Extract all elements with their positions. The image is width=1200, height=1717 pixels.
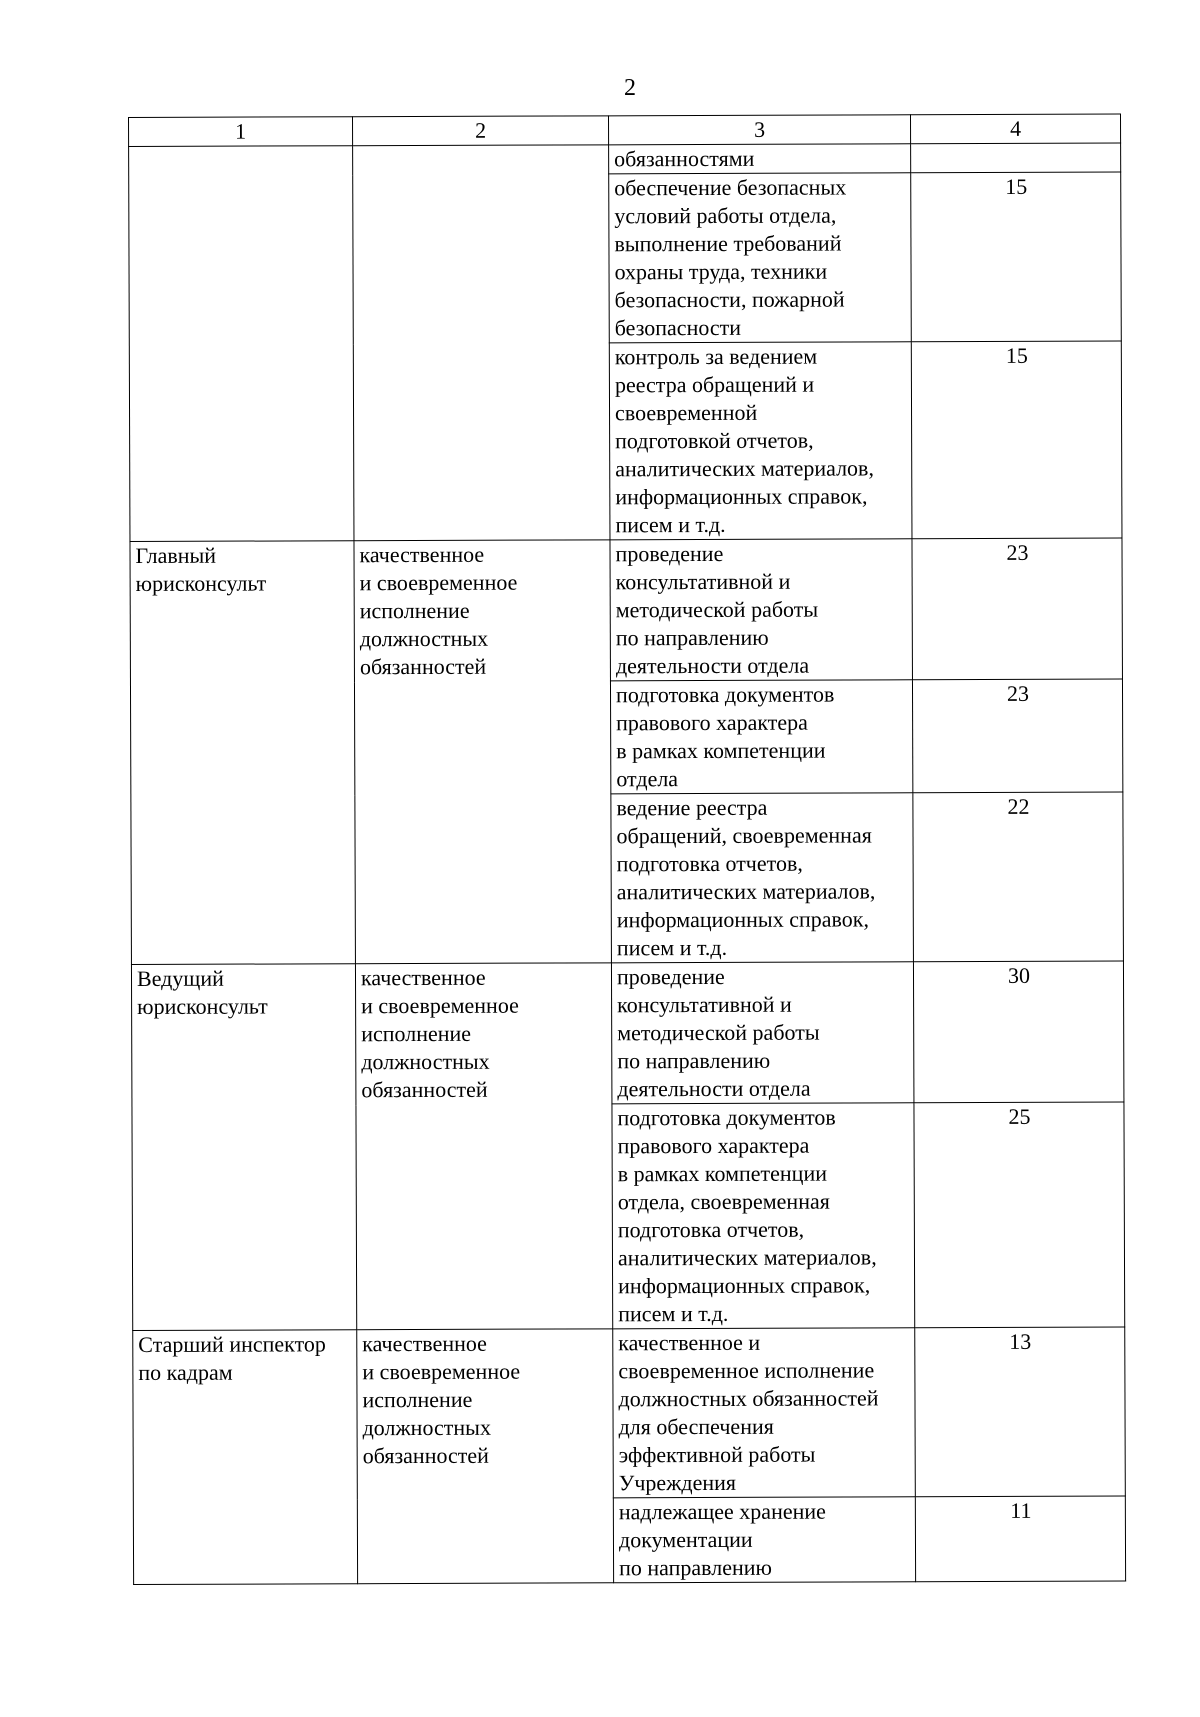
- column-header: 4: [910, 114, 1120, 144]
- bonus-criteria-table: [128, 114, 1126, 1585]
- indicator-cell: обеспечение безопасных условий работы отдела, выполнение требований охраны труда, техники безопасности, пожарной безопасности: [609, 173, 912, 343]
- page-number: 2: [624, 75, 636, 101]
- score-cell: 25: [914, 1102, 1125, 1328]
- table-row: [129, 143, 1121, 175]
- score-cell: [911, 143, 1121, 173]
- table-header-row: [129, 114, 1121, 146]
- indicator-cell: надлежащее хранение документации по направлению: [613, 1497, 915, 1583]
- position-cell: Старший инспектор по кадрам: [133, 1330, 358, 1585]
- indicator-cell: качественное и своевременное исполнение должностных обязанностей для обеспечения эффективной работы Учреждения: [613, 1328, 916, 1498]
- indicator-cell: обязанностями: [609, 144, 911, 174]
- column-header: 1: [129, 117, 353, 147]
- indicator-cell: контроль за ведением реестра обращений и своевременной подготовкой отчетов, аналитических материалов, информационных справок, писем и т.д.: [609, 342, 912, 540]
- table-row: [133, 1327, 1126, 1499]
- position-cell: [129, 146, 354, 542]
- column-header: 2: [353, 116, 609, 146]
- criteria-cell: качественное и своевременное исполнение должностных обязанностей: [354, 540, 611, 964]
- score-cell: 15: [911, 341, 1122, 539]
- score-cell: 22: [913, 792, 1124, 962]
- score-cell: 11: [915, 1496, 1125, 1582]
- table-row: [130, 538, 1122, 682]
- score-cell: 30: [913, 961, 1123, 1103]
- table-row: [131, 961, 1123, 1105]
- score-cell: 15: [911, 172, 1122, 342]
- criteria-cell: качественное и своевременное исполнение должностных обязанностей: [355, 963, 612, 1330]
- position-cell: Ведущий юрисконсульт: [131, 964, 356, 1331]
- indicator-cell: подготовка документов правового характера в рамках компетенции отдела: [610, 680, 912, 794]
- column-header: 3: [608, 115, 910, 145]
- indicator-cell: проведение консультативной и методической работы по направлению деятельности отдела: [611, 962, 913, 1104]
- position-cell: Главный юрисконсульт: [130, 541, 355, 965]
- indicator-cell: проведение консультативной и методической работы по направлению деятельности отдела: [610, 539, 912, 681]
- score-cell: 23: [912, 538, 1122, 680]
- score-cell: 13: [915, 1327, 1126, 1497]
- criteria-cell: [353, 145, 610, 541]
- indicator-cell: подготовка документов правового характера в рамках компетенции отдела, своевременная подготовка отчетов, аналитических материалов, информационных справок, писем и т.д.: [612, 1103, 915, 1329]
- score-cell: 23: [912, 679, 1122, 793]
- criteria-cell: качественное и своевременное исполнение должностных обязанностей: [357, 1329, 614, 1584]
- indicator-cell: ведение реестра обращений, своевременная подготовка отчетов, аналитических материалов, информационных справок, писем и т.д.: [611, 793, 914, 963]
